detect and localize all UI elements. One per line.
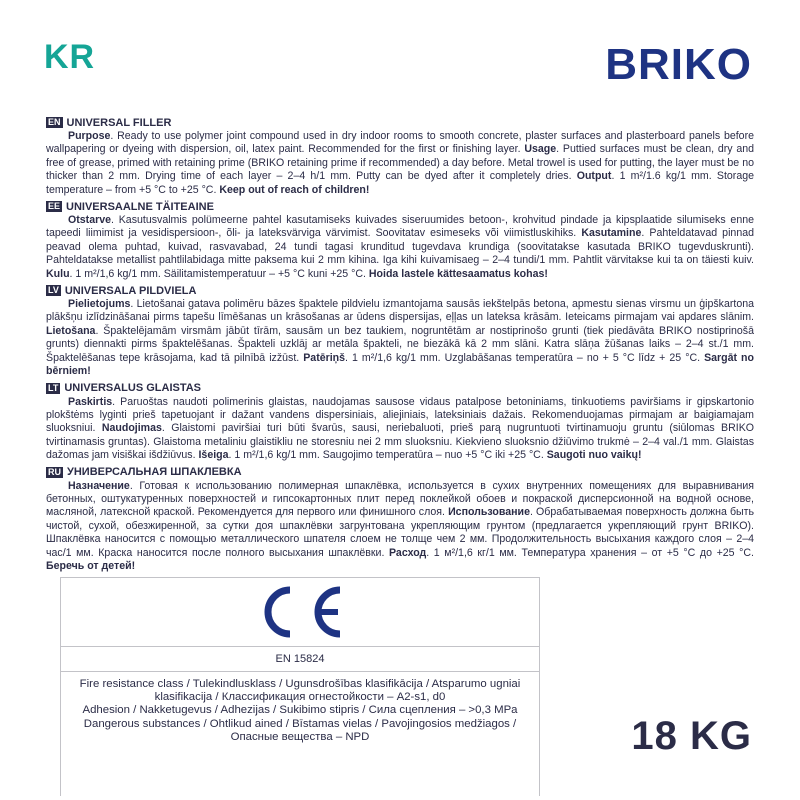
standard-label: EN 15824 xyxy=(61,646,539,672)
language-tag: RU xyxy=(48,466,61,477)
section-ee xyxy=(46,199,754,281)
certification-properties xyxy=(61,672,539,744)
property-line: Fire resistance class / Tulekindlusklass / Ugunsdrošības klasifikācija / Atsparumo ugniai xyxy=(79,678,521,690)
ce-mark-icon xyxy=(61,578,539,646)
ce-logo-icon xyxy=(240,584,360,640)
language-tag: EN xyxy=(48,117,61,127)
section-ru xyxy=(46,465,754,574)
language-tag: EE xyxy=(48,201,61,212)
section-body: Purpose. Ready to use polymer joint compound used in dry indoor rooms to smooth concrete, plaster surfaces and plasterboard panels before wallpapering or dyeing with dispersion, oil, latex paint. Recommended for the first or finishing layer. Usage. Puttied surfaces must be clean, dry and free of grease, primed with retaining prime (BRIKO retaining prime if recommended) a day before. Metal trowel is used for putting, the layer must be no thicker than 2 mm. Drying time of each layer – 2–4 h/1 mm. Putty can be dyed after it completely dries. Output. 1 m²/1.6 kg/1 mm. Storage temperature – from +5 °C to +25 °C. Keep out of reach of children! xyxy=(46,130,754,196)
section-body: Otstarve. Kasutusvalmis polümeerne pahtel kasutamiseks kuivades siseruumides betoon-, krohvitud pindade ja kipsplaatide silumiseks enne tapeedi liimimist ja vesidispersioon-, õli- ja lateksvärviga värvimist. Soovitatav esimeseks või viimistluskihiks. Kasutamine. Pahteldatavad pinnad peavad olema puhtad, kuivad, rasvavabad, 24 tundi tagasi krunditud tugevdava krundiga (soovitatakse kasutada BRIKO tugevduskrunti). Pahteldatakse metallist pahtlilabidaga mitte paksema kui 2 mm kihina. Iga kihi kuivamisaeg – 2–4 tundi/1 mm. Pahtlit värvitakse kui ta on täiesti kuiv. Kulu. 1 m²/1,6 kg/1 mm. Säilitamistemperatuur – +5 °C kuni +25 °C. Hoida lastele kättesaamatus kohas! xyxy=(46,214,754,280)
section-title: UNIVERSALUS GLAISTAS xyxy=(64,382,202,394)
property-line: Adhesion / Nakketugevus / Adhezijas / Sukibimo stipris / Сила сцепления – >0,3 MPa xyxy=(82,704,518,717)
net-weight: 18 KG xyxy=(631,714,752,758)
section-body: Назначение. Готовая к использованию полимерная шпаклёвка, используется в сухих внутренних помещениях для выравнивания бетонных, оштукатуренных поверхностей и гипсокартонных плит перед поклейкой обоев и покраской дисперсионной на водной основе, масляной, латексной краской. Рекомендуется для первого или финишного слоя. Использование. Обрабатываемая поверхность должна быть чистой, сухой, обезжиренной, за сутки доя шпаклёвки загрунтована укрепляющим грунтом (предлагается укрепляющий грунт BRIKO). Шпаклёвка наносится с помощью металлического шпателя слоем не толще чем 2 мм. Продолжительность высыхания каждого слоя – 2–4 час/1 мм. Краска наносится после полного высыхания шпаклёвки. Расход. 1 м²/1,6 кг/1 мм. Температура хранения – от +5 °C до +25 °C. Беречь от детей! xyxy=(46,479,754,572)
svg-text:CE: CE xyxy=(240,584,242,585)
property-line: klasifikacija / Классификация огнестойкости – A2-s1, d0 xyxy=(154,691,446,704)
section-title: UNIVERSAL FILLER xyxy=(66,116,172,129)
product-code: KR xyxy=(44,38,96,76)
section-title: UNIVERSALA PILDVIELA xyxy=(64,284,197,297)
section-lv xyxy=(46,283,754,378)
property-line: Опасные вещества – NPD xyxy=(230,730,370,743)
section-lt xyxy=(46,381,754,463)
section-title: УНИВЕРСАЛЬНАЯ ШПАКЛЕВКА xyxy=(67,466,242,479)
property-line: Dangerous substances / Ohtlikud ained / Bīstamas vielas / Pavojingosios medžiagos / xyxy=(83,717,517,730)
section-body: Pielietojums. Lietošanai gatava polimēru bāzes špaktele pildvielu izmantojama sausās iekštelpās betona, apmestu sienas virsmu un ģipškartona plākšņu izlīdzināšanai pirms tapešu līmēšanas un krāsošanas ar ūdens dispersijas, eļļas un lateksa krāsām. Ieteicams pirmajam vai apdares slānim. Lietošana. Špaktelējamām virsmām jābūt tīrām, sausām un bez taukiem, nogruntētām ar nostiprinošo grunti (tiek piedāvāta BRIKO nostiprinošā grunts) diennakti pirms špaktelēšanas. Špakteli uzklāj ar metāla špakteli, ne biezākā kā 2 mm slāni. Katra slāņa žūšanas laiks – 2–4 st./1 mm. Špaktelēšanas tepe krāsojama, kad tā pilnībā izžūst. Patēriņš. 1 m²/1,6 kg/1 mm. Uzglabāšanas temperatūra – no + 5 °C līdz + 25 °C. Sargāt no bērniem! xyxy=(46,298,754,378)
language-tag: LT xyxy=(48,382,59,393)
brand-logo: BRIKO xyxy=(605,40,752,89)
section-title: UNIVERSAALNE TÄITEAINE xyxy=(66,200,214,213)
section-en xyxy=(46,115,754,197)
instructions xyxy=(46,115,754,575)
language-tag: LV xyxy=(48,285,59,296)
certification-box xyxy=(60,577,540,796)
section-body: Paskirtis. Paruoštas naudoti polimerinis glaistas, naudojamas sausose vidaus patalpose betoniniams, tinkuotiems paviršiams ir gipskartonio plokštėms lyginti prieš tapetuojant ir dažant vandens dispersiniais, aliejiniais, lateksiniais dažais. Rekomenduojamas pirmajam ar baigiamajam sluoksniui. Naudojimas. Glaistomi paviršiai turi būti švarūs, sausi, neriebaluoti, prieš parą nugruntuoti tvirtinamuoju gruntu (siūlomas BRIKO tvirtinamasis gruntas). Glaistoma metaliniu glaistikliu ne storesniu nei 2 mm sluoksniu. Kiekvieno sluoksnio džiūvimo trukmė – 2–4 val./1 mm. Glaistas dažomas jam visiškai išdžiūvus. Išeiga. 1 m²/1,6 kg/1 mm. Saugojimo temperatūra – nuo +5 °C iki +25 °C. Saugoti nuo vaikų! xyxy=(46,395,754,462)
